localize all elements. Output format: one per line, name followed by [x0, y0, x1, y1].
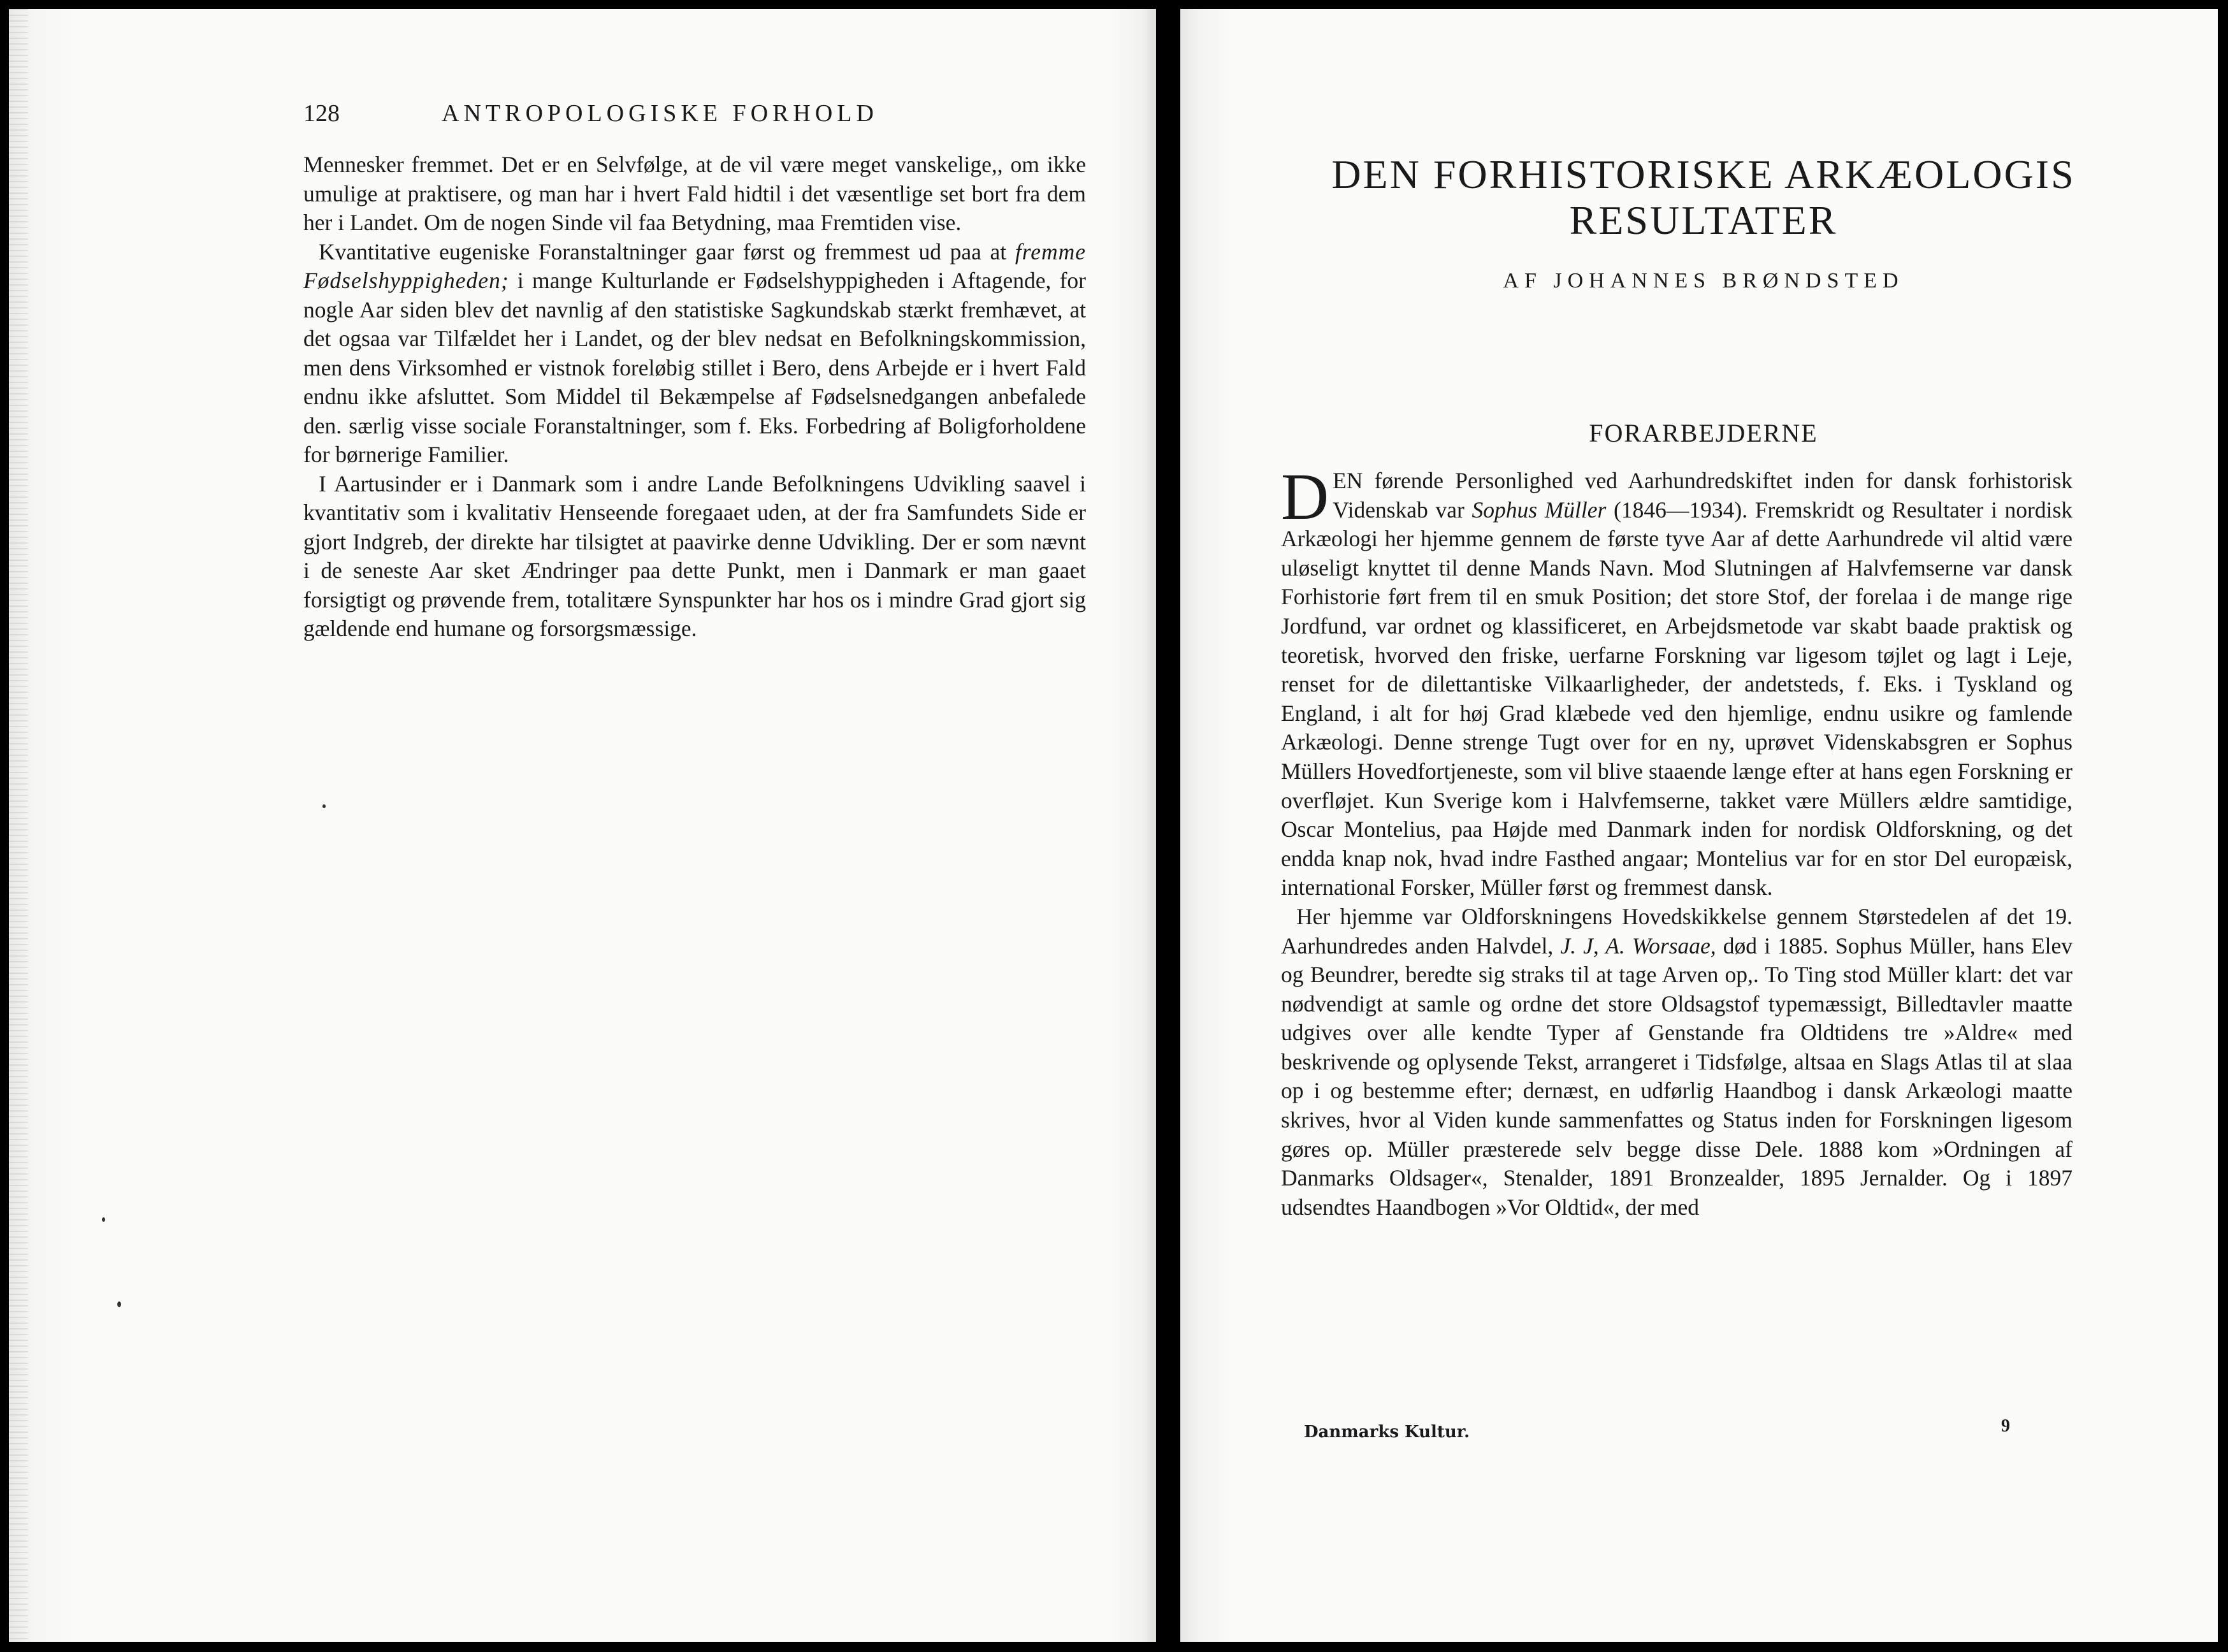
print-speck — [322, 804, 326, 808]
right-page-body — [1281, 460, 2073, 1222]
chapter-title — [1192, 152, 2215, 243]
running-head-title: ANTROPOLOGISKE FORHOLD — [442, 100, 878, 127]
running-head — [303, 99, 1100, 127]
print-speck — [117, 1301, 121, 1307]
left-paragraph-2: Kvantitative eugeniske Foranstaltninger gaar først og fremmest ud paa at fremme Fødselshyppigheden; i mange Kulturlande er Fødselshyppigheden i Aftagende, for nogle Aar siden blev det navnlig af den statistiske Sagkundskab stærkt fremhævet, at det ogsaa var Tilfældet her i Landet, og der blev nedsat en Befolkningskommission, men dens Virksomhed er vistnok foreløbig stillet i Bero, dens Arbejde er i hvert Fald endnu ikke afsluttet. Som Middel til Bekæmpelse af Fødselsnedgangen anbefalede den. særlig visse sociale Foranstaltninger, som f. Eks. Forbedring af Boligforholdene for børnerige Familier. — [303, 238, 1087, 467]
drop-cap: D — [1281, 460, 1329, 533]
chapter-title-line-2: RESULTATER — [1569, 198, 1838, 243]
print-speck — [102, 1217, 105, 1222]
person-name: J. J, A. Worsaae, — [1560, 932, 1716, 959]
footer-signature: Danmarks Kultur. — [1304, 1423, 1470, 1442]
right-paragraph-2: Her hjemme var Oldforskningens Hovedskikkelse gennem Størstedelen af det 19. Aarhundredes anden Halvdel, J. J, A. Worsaae, død i 1885. Sophus Müller, hans Elev og Beundrer, beredte sig straks til at tage Arven op,. To Ting stod Müller klart: det var nødvendigt at samle og ordne det store Oldsagstof typemæssigt, Billedtavler maatte udgives over alle kendte Typer af Genstande fra Oldtidens tre »Aldre« med beskrivende og oplysende Tekst, arrangeret i Tidsfølge, altsaa en Slags Atlas til at slaa op i og bestemme efter; dernæst, en udførlig Haandbog i dansk Arkæologi maatte skrives, hvor al Viden kunde sammenfattes og Status inden for Forskningen ligesom gøres op. Müller præsterede selv begge disse Dele. 1888 kom »Ordningen af Danmarks Oldsager«, Stenalder, 1891 Bronzealder, 1895 Jernalder. Og i 1897 udsendtes Haandbogen »Vor Oldtid«, der med — [1281, 903, 2073, 1220]
left-paragraph-1: Mennesker fremmet. Det er en Selvfølge, at de vil være meget vanskelige,, om ikke umulige at praktisere, og man har i hvert Fald hidtil i det væsentlige set bort fra dem her i Landet. Om de nogen Sinde vil faa Betydning, maa Fremtiden vise. — [303, 152, 1086, 235]
left-page-body — [303, 150, 1086, 644]
book-gutter — [1156, 9, 1180, 1642]
section-heading: FORARBEJDERNE — [1589, 419, 1818, 447]
footer-signature-number: 9 — [2001, 1416, 2010, 1436]
person-name: Sophus Müller — [1472, 496, 1607, 523]
page-number-left: 128 — [303, 100, 340, 127]
left-paragraph-3: I Aartusinder er i Danmark som i andre Lande Befolkningens Udvikling saavel i kvantitativ som i kvalitativ Henseende foregaaet uden, at der fra Samfundets Side er gjort Indgreb, der direkte har tilsigtet at paavirke denne Udvikling. Der er som nævnt i de seneste Aar sket Ændringer paa dette Punkt, men i Danmark er man gaaet forsigtigt og prøvende frem, totalitære Synspunkter har hos os i mindre Grad gjort sig gældende end humane og forsorgsmæssige. — [303, 470, 1086, 641]
author-byline: AF JOHANNES BRØNDSTED — [1503, 269, 1904, 293]
chapter-title-line-1: DEN FORHISTORISKE ARKÆOLOGIS — [1331, 152, 2076, 197]
emphasis-text: fremme Fødselshyppigheden; — [303, 238, 1086, 293]
right-paragraph-1: DEN førende Personlighed ved Aarhundredskiftet inden for dansk forhistorisk Videnskab var Sophus Müller (1846—1934). Fremskridt og Resultater i nordisk Arkæologi her hjemme gennem de første tyve Aar af dette Aarhundrede vil altid være uløseligt knyttet til denne Mands Navn. Mod Slutningen af Halvfemserne var dansk Forhistorie ført frem til en smuk Position; det store Stof, der forelaa i de mange rige Jordfund, var ordnet og klassificeret, en Arbejdsmetode var skabt baade praktisk og teoretisk, hvorved den friske, uerfarne Forskning var ligesom tøjlet og lagt i Leje, renset for de dilettantiske Vilkaarligheder, der andetsteds, f. Eks. i Tyskland og England, i alt for høj Grad klæbede ved den hjemlige, endnu usikre og famlende Arkæologi. Denne strenge Tugt over for en ny, uprøvet Videnskabsgren er Sophus Müllers Hovedfortjeneste, som vil blive staaende længe efter at hans egen Forskning er overfløjet. Kun Sverige kom i Halvfemserne, takket være Müllers ældre samtidige, Oscar Montelius, paa Højde med Danmark inden for nordisk Oldforskning, og det endda knap nok, hvad indre Fasthed angaar; Montelius var for en stor Del europæisk, international Forsker, Müller først og fremmest dansk. — [1281, 460, 2073, 901]
page-edge-texture — [9, 9, 28, 1642]
